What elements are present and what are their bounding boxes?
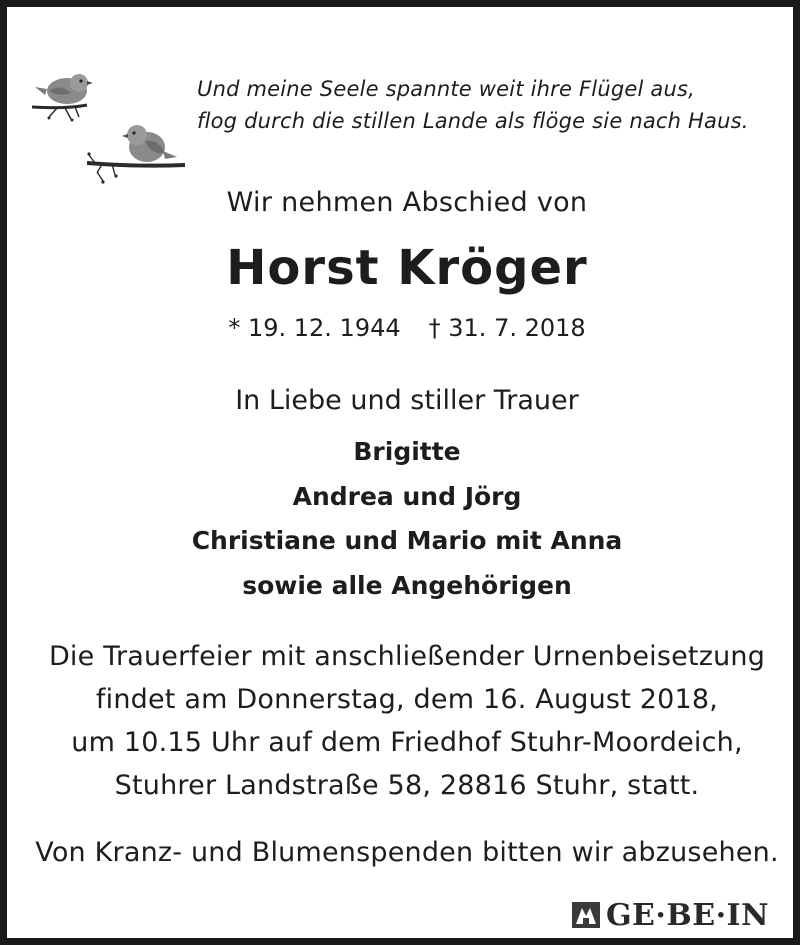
service-details [7,635,800,807]
closing-note: Von Kranz- und Blumenspenden bitten wir abzusehen. [35,837,779,868]
death-date: † 31. 7. 2018 [428,314,586,342]
publisher-logo [572,898,769,932]
logo-mark-icon [572,902,600,928]
service-line: Stuhrer Landstraße 58, 28816 Stuhr, statt. [114,770,700,801]
mourners-heading: In Liebe und stiller Trauer [235,385,579,416]
memorial-quote [197,73,787,137]
family-member: sowie alle Angehörigen [242,570,572,600]
family-member: Christiane und Mario mit Anna [191,526,623,555]
farewell-intro: Wir nehmen Abschied von [226,187,588,218]
birth-date: * 19. 12. 1944 [228,314,401,342]
deceased-name: Horst Kröger [226,240,588,296]
bird-on-branch-icon [87,125,185,184]
family-member: Brigitte [353,437,461,466]
family-member: Andrea und Jörg [292,481,522,511]
service-line: findet am Donnerstag, dem 16. August 2018, [95,684,719,715]
bird-on-branch-icon [32,74,93,122]
family-list [7,430,800,608]
logo-text: GE·BE·IN [605,897,769,933]
life-dates [7,314,800,342]
birds-illustration [27,67,197,197]
quote-line: Und meine Seele spannte weit ihre Flügel aus, [197,77,695,101]
quote-line: flog durch die stillen Lande als flöge sie nach Haus. [197,109,749,133]
service-line: um 10.15 Uhr auf dem Friedhof Stuhr-Moordeich, [71,727,743,758]
service-line: Die Trauerfeier mit anschließender Urnenbeisetzung [48,641,766,672]
